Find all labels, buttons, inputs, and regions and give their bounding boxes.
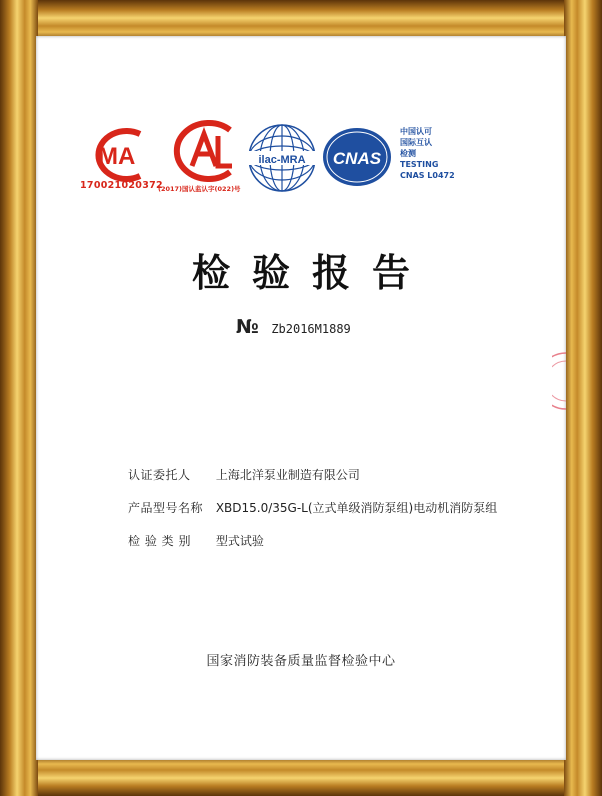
field-product [128, 499, 497, 516]
field-value: XBD15.0/35G-L(立式单级消防泵组)电动机消防泵组 [215, 501, 498, 515]
cnas-caption-line: 国际互认 [400, 138, 432, 147]
cnas-caption [400, 126, 455, 181]
cma-logo-icon [82, 126, 156, 184]
cnas-caption-line: TESTING [400, 160, 439, 169]
cnas-logo-text: CNAS [332, 149, 382, 168]
field-test-type [128, 532, 264, 549]
field-value: 上海北洋泵业制造有限公司 [215, 468, 360, 482]
report-number-value: Zb2016M1889 [271, 322, 351, 336]
cnas-caption-line: 检测 [400, 149, 416, 158]
field-client [128, 466, 360, 483]
field-value: 型式试验 [215, 534, 264, 548]
ilac-logo-text: ilac-MRA [258, 154, 306, 166]
frame-top-edge [0, 0, 602, 40]
cnas-caption-line: 中国认可 [400, 127, 432, 136]
cal-logo-icon [166, 120, 242, 182]
certificate-paper [36, 36, 566, 760]
field-label: 产品型号名称 [128, 501, 204, 515]
partial-seal-icon [552, 351, 566, 411]
field-label: 认证委托人 [128, 468, 191, 482]
frame-left-edge [0, 0, 38, 796]
report-number [236, 316, 351, 338]
frame-right-edge [564, 0, 602, 796]
ma-logo-text: MA [98, 143, 136, 170]
issuing-organization: 国家消防装备质量监督检验中心 [206, 654, 396, 669]
number-sign: № [236, 316, 259, 338]
cal-number: (2017)国认监认字(022)号 [158, 185, 241, 193]
field-label: 检 验 类 别 [128, 534, 191, 548]
cnas-logo-icon [321, 126, 393, 188]
frame-bottom-edge [0, 756, 602, 796]
cnas-caption-line: CNAS L0472 [400, 171, 455, 180]
report-title: 检验报告 [191, 251, 432, 295]
ma-number: 170021020372 [80, 180, 163, 191]
ilac-mra-logo-icon [246, 122, 318, 194]
